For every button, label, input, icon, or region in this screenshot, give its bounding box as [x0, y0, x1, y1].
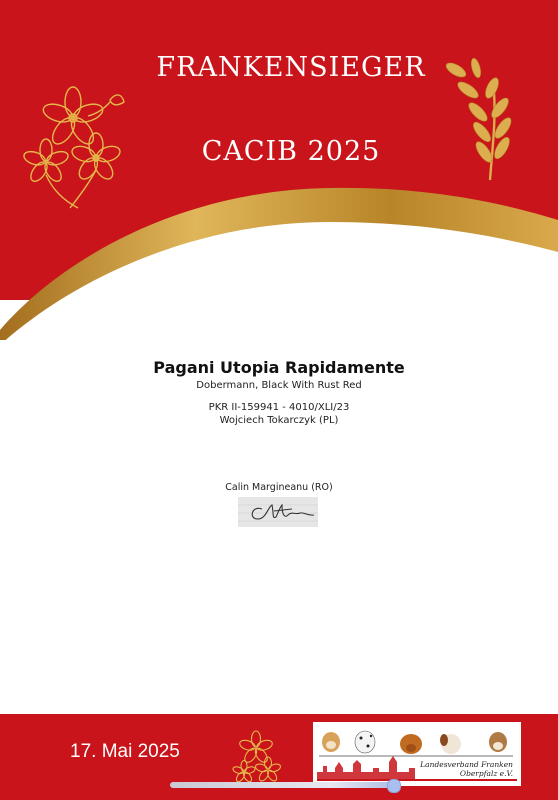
- page-scrollbar[interactable]: [170, 782, 400, 788]
- dog-name: Pagani Utopia Rapidamente: [153, 358, 405, 377]
- scroll-handle[interactable]: [387, 779, 401, 793]
- flower-icon: [228, 726, 288, 790]
- club-name-line1: Landesverband Franken: [420, 760, 513, 769]
- club-name-line2: Oberpfalz e.V.: [459, 769, 513, 778]
- dog-breed: Dobermann, Black With Rust Red: [196, 380, 362, 391]
- certificate-subtitle: CACIB 2025: [201, 136, 381, 167]
- registration-number: PKR II-159941 - 4010/XLI/23: [208, 402, 350, 413]
- certificate-title: FRANKENSIEGER: [156, 52, 426, 83]
- owner-name: Wojciech Tokarczyk (PL): [219, 415, 339, 426]
- event-date: 17. Mai 2025: [70, 741, 180, 762]
- judge-name: Calin Margineanu (RO): [225, 482, 333, 493]
- signature-image: [238, 497, 318, 527]
- club-name: [418, 760, 513, 778]
- club-logo: [313, 722, 521, 786]
